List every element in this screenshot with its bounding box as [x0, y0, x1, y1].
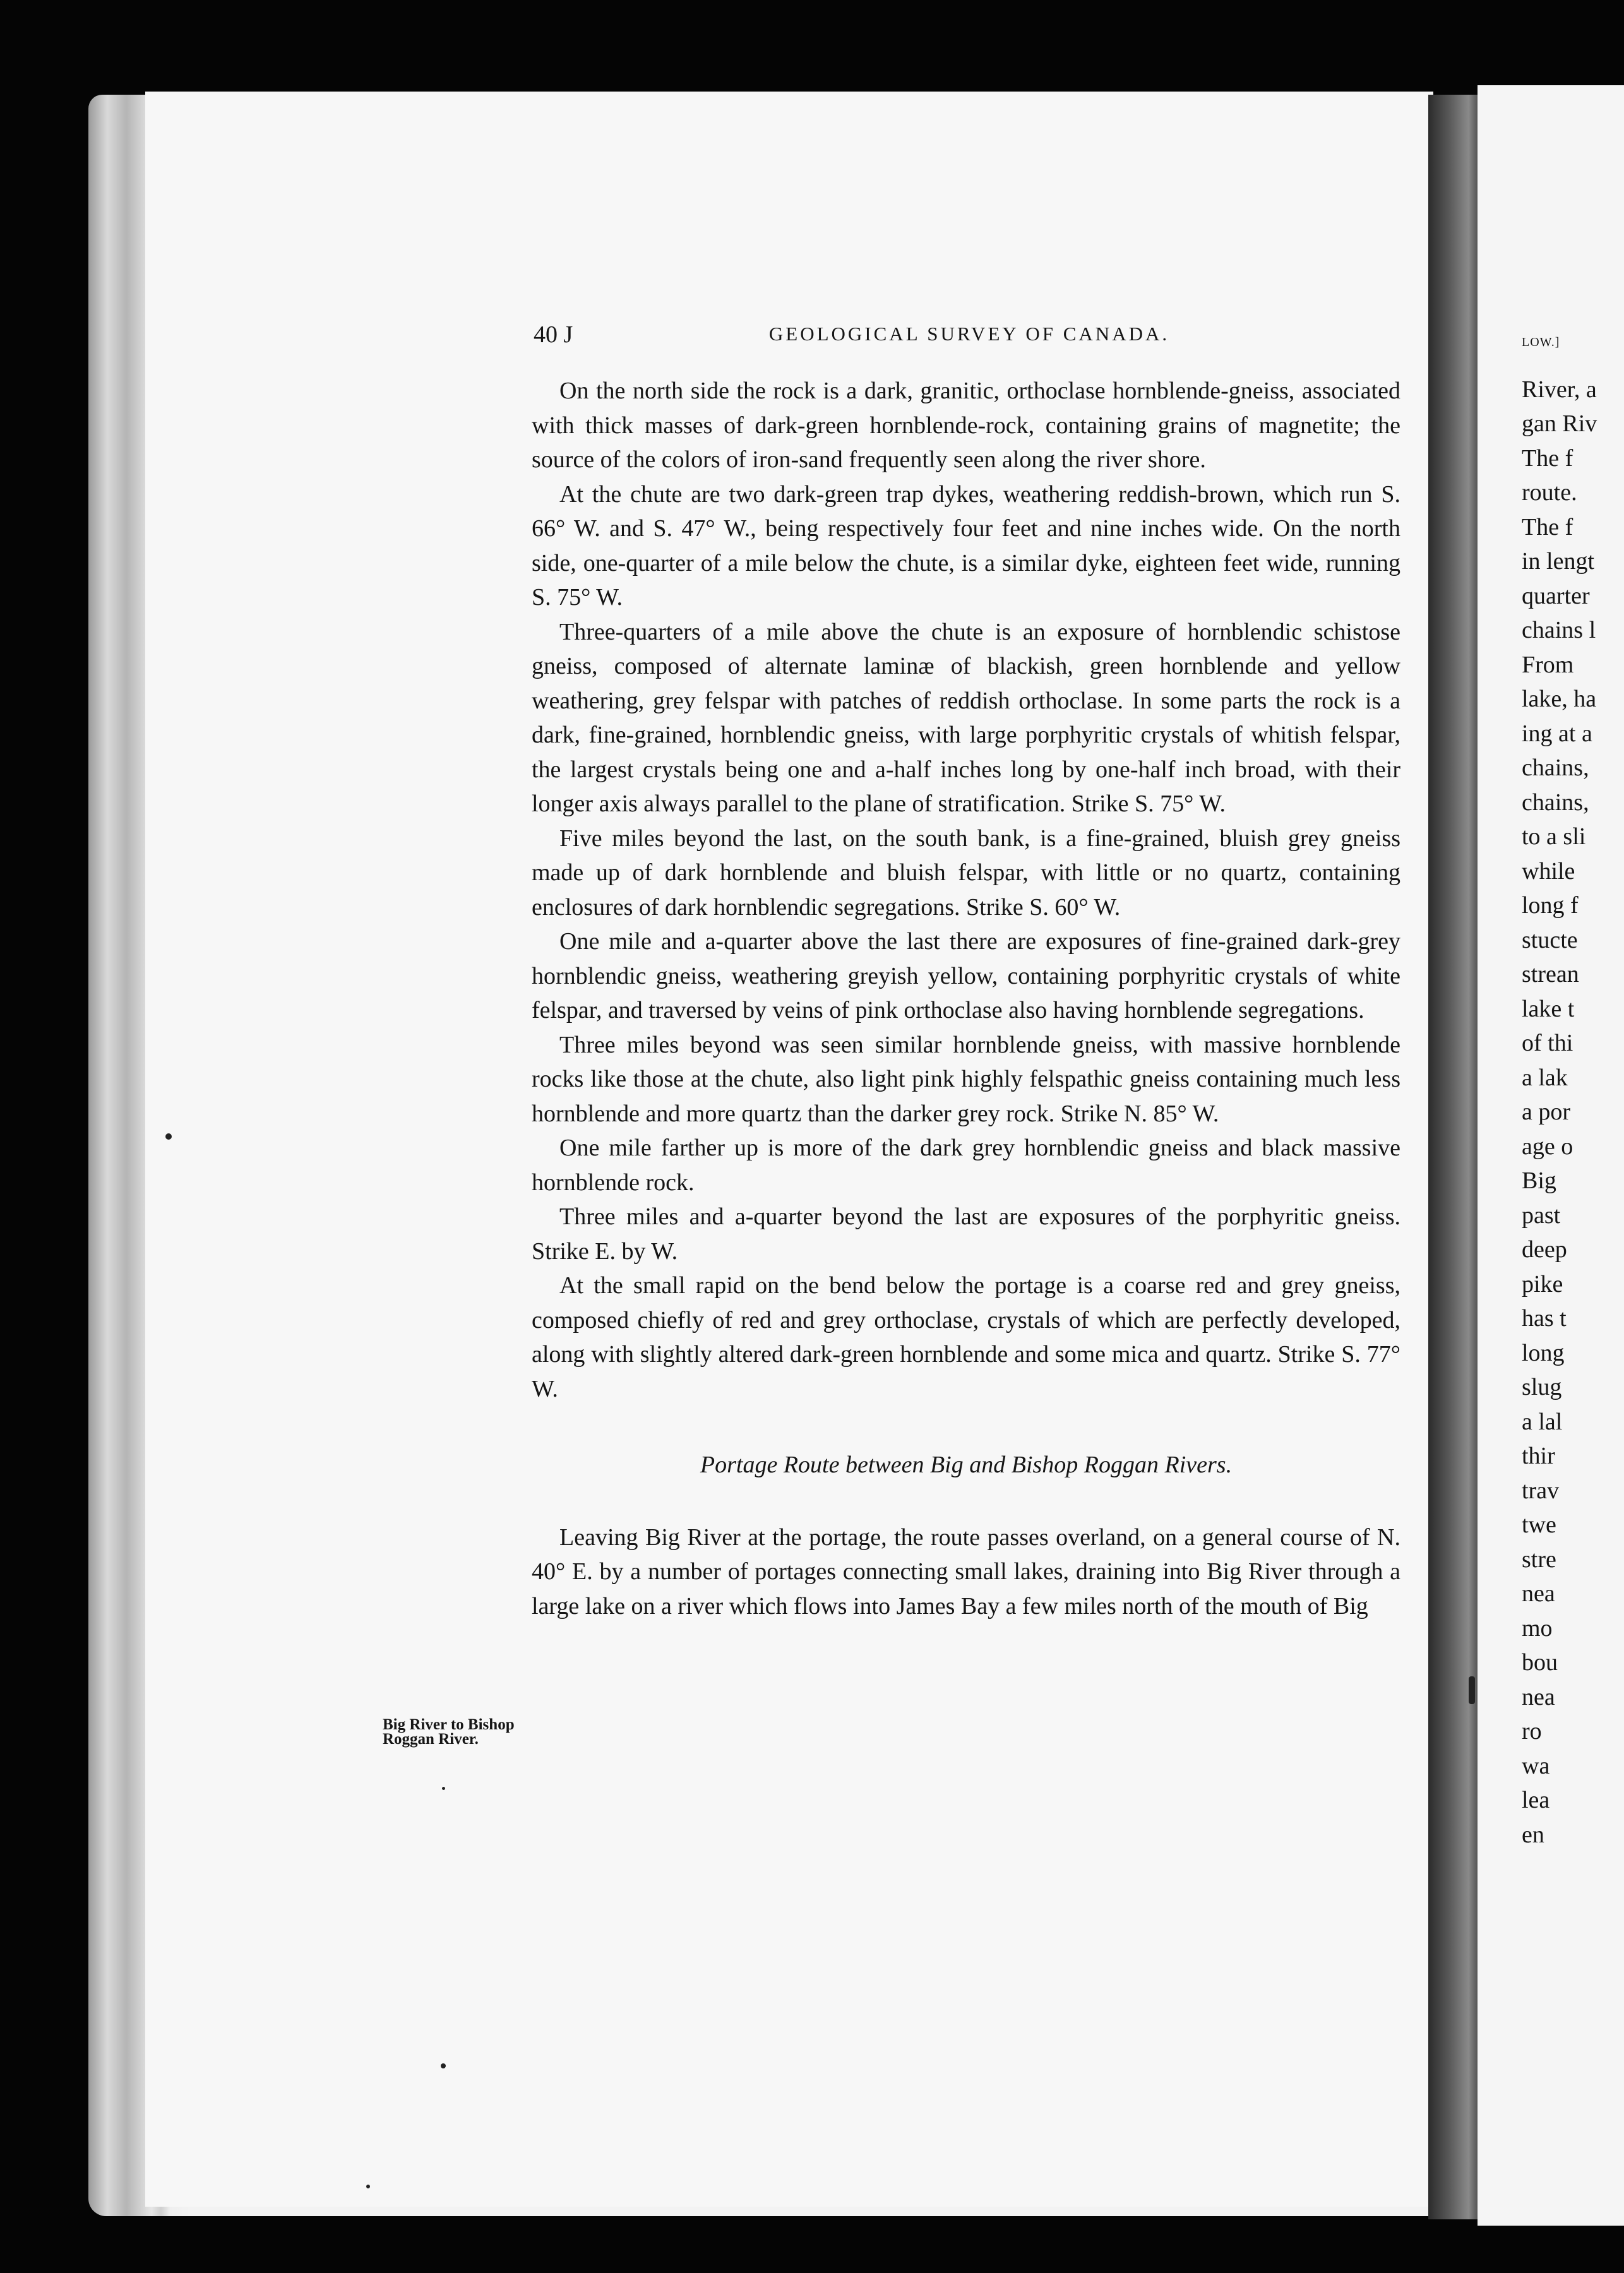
margin-note: Big River to Bishop Roggan River. [383, 1716, 515, 1748]
running-title: GEOLOGICAL SURVEY OF CANADA. [768, 323, 1170, 345]
paragraph: Three miles and a-quarter beyond the last are exposures of the porphyritic gneiss. Strike E. by W. [532, 1203, 1400, 1265]
right-page-line: From [1522, 651, 1574, 678]
right-page-line: The f [1522, 513, 1573, 540]
right-page-line: Big [1522, 1167, 1556, 1194]
paragraph: Five miles beyond the last, on the south bank, is a fine-grained, bluish grey gneiss made up of dark hornblende and bluish felspar, with little or no quartz, containing enclosures of dark hornblendic segregations. Strike S. 60° W. [532, 825, 1400, 921]
scan-speck [165, 1133, 172, 1140]
right-page-line: chains l [1522, 617, 1596, 643]
right-page-line: lake, ha [1522, 686, 1597, 712]
right-page-line: bou [1522, 1649, 1558, 1676]
scan-speck [1469, 1676, 1475, 1704]
section-title: Portage Route between Big and Bishop Roggan Rivers. [700, 1452, 1233, 1478]
right-page-line: trav [1522, 1477, 1560, 1504]
right-page-line: lea [1522, 1787, 1550, 1813]
right-page-line: quarter [1522, 582, 1590, 609]
right-page-line: deep [1522, 1236, 1567, 1263]
right-page-line: ro [1522, 1718, 1542, 1745]
right-page-fragment [1478, 85, 1624, 2226]
right-page-line: nea [1522, 1580, 1555, 1607]
scan-speck [366, 2185, 370, 2188]
right-page-line: gan Riv [1522, 410, 1597, 437]
right-page-line: a por [1522, 1099, 1571, 1125]
right-page-line: lake t [1522, 995, 1575, 1022]
paragraph: One mile and a-quarter above the last there are exposures of fine-grained dark-grey hornblendic gneiss, weathering greyish yellow, containing porphyritic crystals of white felspar, and traversed by veins of pink orthoclase also having hornblende segregations. [532, 928, 1400, 1023]
page-number: 40 J [534, 321, 573, 348]
right-page-header: LOW.] [1522, 335, 1560, 349]
right-page-line: wa [1522, 1752, 1550, 1779]
right-page-line: thir [1522, 1443, 1555, 1469]
right-page-line: chains, [1522, 755, 1589, 781]
right-page-line: has t [1522, 1305, 1567, 1332]
right-page-line: to a sli [1522, 823, 1586, 850]
right-page-line: River, a [1522, 376, 1597, 403]
paragraph: At the chute are two dark-green trap dykes, weathering reddish-brown, which run S. 66° W. and S. 47° W., being respectively four feet and nine inches wide. On the north side, one-quarter of a mile below the chute, is a similar dyke, eighteen feet wide, running S. 75° W. [532, 480, 1400, 611]
paragraph: At the small rapid on the bend below the portage is a coarse red and grey gneiss, composed chiefly of red and grey orthoclase, crystals of which are perfectly developed, along with slightly altered dark-green hornblende and some mica and quartz. Strike S. 77° W. [532, 1272, 1400, 1402]
right-page-line: of thi [1522, 1030, 1573, 1056]
right-page-line: strean [1522, 961, 1579, 987]
paragraph: Three-quarters of a mile above the chute is an exposure of hornblendic schistose gneiss, composed of alternate laminæ of blackish, green hornblende and yellow weathering, grey felspar with patches of reddish orthoclase. In some parts the rock is a dark, fine-grained, hornblendic gneiss, with large porphyritic crystals of whitish felspar, the largest crystals being one and a-half inches long by one-half inch broad, with their longer axis always parallel to the plane of stratification. Strike S. 75° W. [532, 618, 1400, 817]
right-page-line: pike [1522, 1270, 1563, 1298]
paragraph: On the north side the rock is a dark, granitic, orthoclase hornblende-gneiss, associated with thick masses of dark-green hornblende-rock, containing grains of magnetite; the source of the colors of iron-sand frequently seen along the river shore. [532, 378, 1400, 473]
right-page-line: mo [1522, 1614, 1553, 1642]
right-page-line: long [1522, 1339, 1565, 1366]
right-page-line: en [1522, 1821, 1544, 1848]
right-page-line: nea [1522, 1683, 1555, 1710]
right-page-line: The f [1522, 444, 1573, 472]
right-page-line: ing at a [1522, 720, 1592, 747]
right-page-line: a lal [1522, 1408, 1563, 1435]
scan-speck [442, 1787, 445, 1790]
right-page-line: past [1522, 1202, 1561, 1229]
scan-speck [441, 2063, 446, 2068]
paragraph: One mile farther up is more of the dark grey hornblendic gneiss and black massive hornblende rock. [532, 1135, 1400, 1196]
right-page-line: route. [1522, 479, 1577, 506]
body-text [532, 374, 1400, 1623]
book-gutter [1428, 95, 1482, 2219]
right-page-line: in lengt [1522, 548, 1595, 575]
right-page-text [1522, 325, 1624, 1852]
right-page-line: twe [1522, 1512, 1556, 1538]
paragraph: Three miles beyond was seen similar hornblende gneiss, with massive hornblende rocks like those at the chute, also light pink highly felspathic gneiss containing much less hornblende and more quartz than the darker grey rock. Strike N. 85° W. [532, 1031, 1400, 1127]
right-page-line: a lak [1522, 1064, 1568, 1091]
right-page-line: stucte [1522, 926, 1578, 953]
paragraph: Leaving Big River at the portage, the route passes overland, on a general course of N. 40° E. by a number of portages connecting small lakes, draining into Big River through a large lake on a river which flows into James Bay a few miles north of the mouth of Big [532, 1524, 1400, 1620]
right-page-line: long f [1522, 892, 1579, 919]
right-page-line: chains, [1522, 789, 1589, 816]
right-page-line: age o [1522, 1133, 1573, 1160]
right-page-line: slug [1522, 1374, 1562, 1400]
right-page-line: stre [1522, 1546, 1556, 1573]
right-page-line: while [1522, 857, 1575, 885]
